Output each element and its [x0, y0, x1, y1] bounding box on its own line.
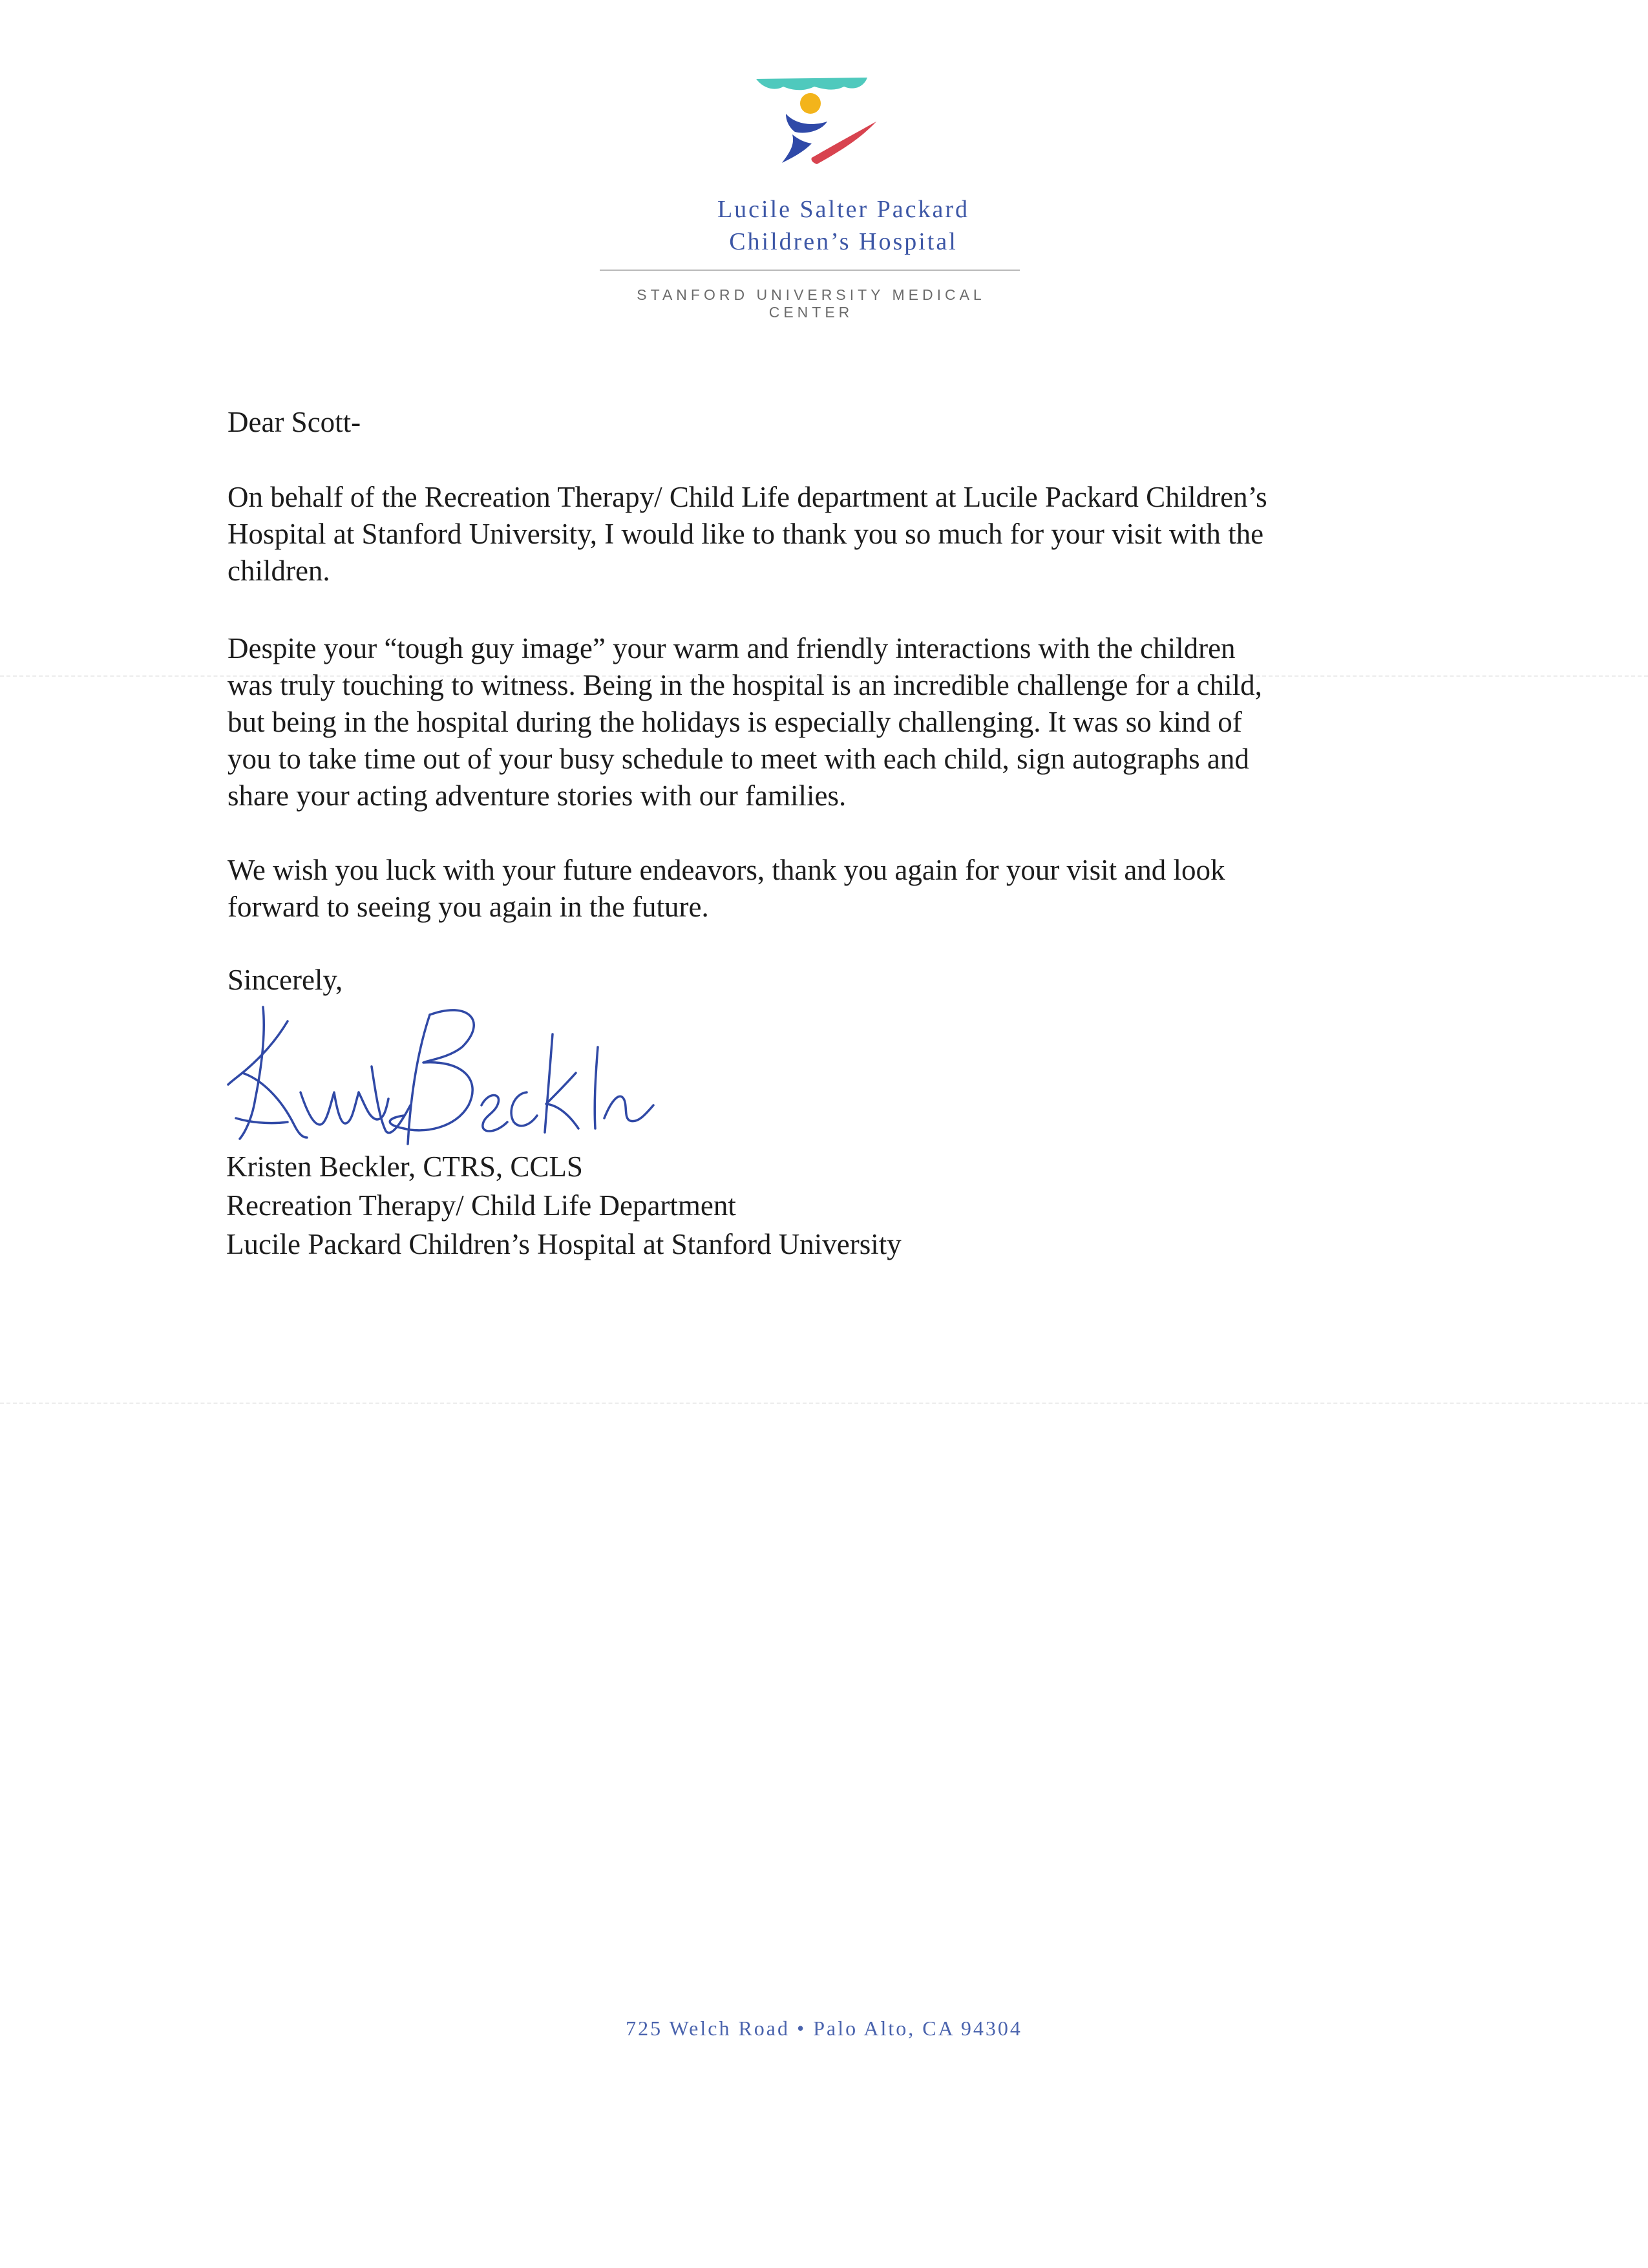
signer-name: Kristen Beckler, CTRS, CCLS [226, 1150, 583, 1183]
org-name-line1: Lucile Salter Packard [717, 196, 970, 223]
handwritten-signature [217, 995, 656, 1150]
paragraph-2 [227, 630, 1404, 814]
hospital-logo-icon [750, 72, 879, 189]
org-name-line2: Children’s Hospital [729, 228, 958, 255]
paragraph-line: share your acting adventure stories with our families. [227, 779, 847, 812]
paragraph-line: was truly touching to witness. Being in the hospital is an incredible challenge for a child, [227, 669, 1262, 701]
signer-organization: Lucile Packard Children’s Hospital at Stanford University [226, 1228, 902, 1260]
paragraph-line: On behalf of the Recreation Therapy/ Child Life department at Lucile Packard Children’s [227, 481, 1267, 513]
paragraph-line: you to take time out of your busy schedule to meet with each child, sign autographs and [227, 743, 1249, 775]
paragraph-line: We wish you luck with your future endeavors, thank you again for your visit and look [227, 854, 1225, 886]
footer-address: 725 Welch Road • Palo Alto, CA 94304 [626, 2017, 1022, 2040]
paragraph-3 [227, 852, 1404, 926]
affiliation-label: STANFORD UNIVERSITY MEDICAL CENTER [637, 286, 986, 321]
paragraph-line: Hospital at Stanford University, I would like to thank you so much for your visit with the [227, 518, 1264, 550]
signer-department: Recreation Therapy/ Child Life Department [226, 1189, 736, 1222]
salutation: Dear Scott- [227, 406, 361, 438]
fold-line [0, 1403, 1648, 1404]
paragraph-line: but being in the hospital during the holidays is especially challenging. It was so kind of [227, 706, 1242, 738]
signature-block [226, 1147, 902, 1264]
paragraph-1 [227, 479, 1404, 589]
paragraph-line: Despite your “tough guy image” your warm and friendly interactions with the children [227, 632, 1236, 664]
letterhead-divider [600, 270, 1020, 271]
closing: Sincerely, [227, 964, 343, 996]
paragraph-line: forward to seeing you again in the future. [227, 891, 709, 923]
paragraph-line: children. [227, 555, 330, 587]
